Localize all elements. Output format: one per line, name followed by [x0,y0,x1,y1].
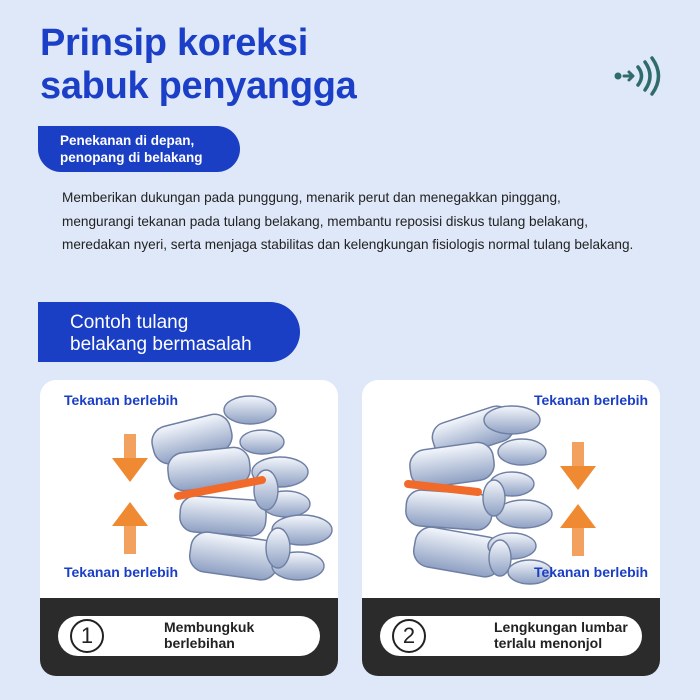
pressure-label-bottom: Tekanan berlebih [534,564,649,580]
page-title-line-2: sabuk penyangga [40,65,357,107]
card-footer [40,598,338,676]
card-footer [362,598,660,676]
examples-pill [38,302,300,362]
principle-pill-line-2: penopang di belakang [60,150,203,165]
example-card-excessive-bending [40,380,338,676]
caption-line-2: terlalu menonjol [494,635,603,651]
number-badge: 2 [392,619,426,653]
description-line-1: Memberikan dukungan pada punggung, menarik perut dan menegakkan pinggang, [62,190,561,205]
examples-pill-line-1: Contoh tulang [70,312,189,333]
description-line-2: mengurangi tekanan pada tulang belakang, membantu reposisi diskus tulang belakang, [62,213,588,229]
page-title-line-1: Prinsip koreksi [40,22,308,64]
principle-pill [38,126,240,172]
example-card-lumbar-lordosis [362,380,660,676]
arrow-down-icon [112,434,148,482]
caption-line-1: Membungkuk [164,619,255,635]
caption-line-2: berlebihan [164,635,235,651]
arrow-up-icon [560,504,596,556]
description-text [62,186,682,257]
principle-pill-line-1: Penekanan di depan, [60,133,195,148]
sound-wave-icon [612,56,662,96]
pressure-label-top: Tekanan berlebih [64,392,179,408]
card-caption [164,619,254,651]
number-badge: 1 [70,619,104,653]
caption-line-1: Lengkungan lumbar [494,619,628,635]
arrow-up-icon [112,502,148,554]
page-title [40,22,356,108]
arrow-down-icon [560,442,596,490]
caption-pill [380,616,642,656]
card-caption [494,619,628,651]
description-line-3: meredakan nyeri, serta menjaga stabilitas dan kelengkungan fisiologis normal tulang belakang. [62,237,634,252]
pressure-label-bottom: Tekanan berlebih [64,564,179,580]
pressure-label-top: Tekanan berlebih [534,392,649,408]
caption-pill [58,616,320,656]
examples-pill-line-2: belakang bermasalah [70,334,252,355]
